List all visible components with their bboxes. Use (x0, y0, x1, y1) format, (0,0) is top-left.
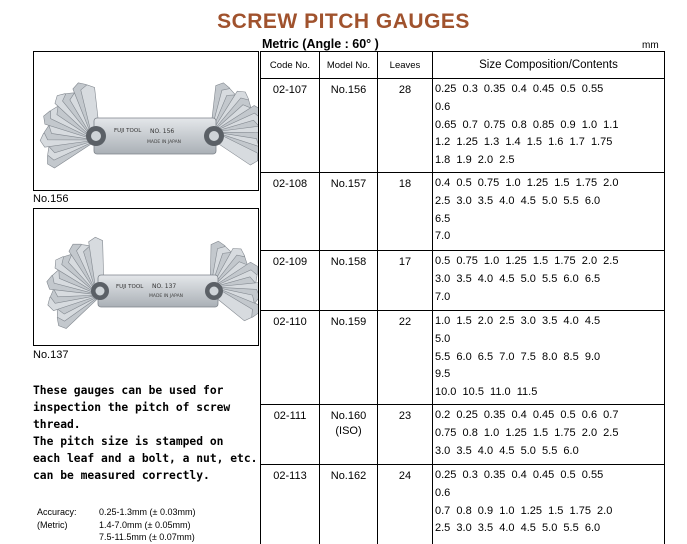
table-row (261, 173, 665, 251)
size-line: 5.5 6.0 6.5 7.0 7.5 8.0 8.5 9.0 (435, 350, 601, 363)
gauge-photo-156 (33, 51, 259, 191)
page-title: SCREW PITCH GAUGES (217, 10, 470, 33)
size-line: 1.0 1.5 2.0 2.5 3.0 3.5 4.0 4.5 (435, 315, 601, 327)
size-line: 5.0 (435, 332, 451, 345)
accuracy-line: 1.4-7.0mm (± 0.05mm) (99, 519, 191, 530)
cell-sizes (433, 311, 665, 405)
gauge-photo-137 (33, 208, 259, 346)
cell-leaves: 22 (378, 311, 433, 405)
label-made: MADE IN JAPAN (147, 140, 182, 145)
size-line: 10.0 10.5 11.0 11.5 (435, 386, 538, 399)
size-line: 2.5 3.0 3.5 4.0 4.5 5.0 5.5 6.0 (435, 194, 601, 207)
label-no: NO. 156 (150, 128, 175, 135)
size-line: 7.0 (435, 290, 451, 303)
cell-sizes (433, 173, 665, 251)
description-line: each leaf and a bolt, a nut, etc. (33, 452, 258, 466)
metric-angle-subtitle: Metric (Angle : 60° ) (262, 37, 379, 51)
size-line: 0.25 0.3 0.35 0.4 0.45 0.5 0.55 (435, 83, 604, 95)
table-row (261, 311, 665, 405)
size-line: 1.8 1.9 2.0 2.5 (435, 154, 515, 167)
description (33, 382, 258, 485)
table-row (261, 79, 665, 173)
table-row (261, 465, 665, 544)
size-line: 0.6 (435, 100, 451, 113)
size-line: 3.0 3.5 4.0 4.5 5.0 5.5 6.0 (435, 444, 579, 457)
header-code: Code No. (261, 52, 320, 79)
size-line: 2.5 3.0 3.5 4.0 4.5 5.0 5.5 6.0 (435, 522, 601, 535)
size-line: 0.25 0.3 0.35 0.4 0.45 0.5 0.55 (435, 469, 604, 481)
spec-table (260, 51, 665, 544)
cell-code: 02-108 (261, 173, 320, 251)
size-line: 0.5 0.75 1.0 1.25 1.5 1.75 2.0 2.5 (435, 255, 619, 267)
description-line: The pitch size is stamped on (33, 435, 224, 449)
label-made: MADE IN JAPAN (149, 294, 184, 299)
size-line: 0.75 0.8 1.0 1.25 1.5 1.75 2.0 2.5 (435, 426, 619, 439)
size-line: 1.2 1.25 1.3 1.4 1.5 1.6 1.7 1.75 (435, 136, 613, 149)
cell-code: 02-111 (261, 405, 320, 465)
description-line: can be measured correctly. (33, 469, 210, 483)
accuracy-label-block (37, 506, 77, 531)
size-line: 3.0 3.5 4.0 4.5 5.0 5.5 6.0 6.5 (435, 272, 601, 285)
cell-model (320, 465, 378, 544)
header-leaves: Leaves (378, 52, 433, 79)
description-line: These gauges can be used for (33, 384, 224, 397)
cell-code: 02-113 (261, 465, 320, 544)
photo-caption-137: No.137 (33, 349, 69, 361)
cell-leaves: 24 (378, 465, 433, 544)
size-line: 9.5 (435, 368, 451, 381)
cell-leaves: 18 (378, 173, 433, 251)
description-line: inspection the pitch of screw (33, 401, 231, 415)
description-line: thread. (33, 418, 81, 432)
header-model: Model No. (320, 52, 378, 79)
size-line: 0.4 0.5 0.75 1.0 1.25 1.5 1.75 2.0 (435, 177, 619, 189)
model-sub: (ISO) (335, 425, 362, 437)
cell-model (320, 79, 378, 173)
size-line: 0.6 (435, 486, 451, 499)
size-line: 6.5 (435, 212, 451, 225)
accuracy-line: 7.5-11.5mm (± 0.07mm) (99, 532, 195, 542)
model-number: No.159 (330, 316, 367, 328)
cell-model (320, 405, 378, 465)
model-number: No.156 (330, 84, 367, 96)
cell-model (320, 173, 378, 251)
cell-leaves: 23 (378, 405, 433, 465)
cell-sizes (433, 405, 665, 465)
cell-sizes (433, 251, 665, 311)
label-no: NO. 137 (152, 283, 177, 290)
model-number: No.158 (330, 256, 367, 268)
size-line: 0.7 0.8 0.9 1.0 1.25 1.5 1.75 2.0 (435, 504, 613, 517)
model-number: No.160 (330, 410, 367, 422)
cell-code: 02-109 (261, 251, 320, 311)
accuracy-label: Accuracy: (37, 507, 77, 517)
cell-sizes (433, 79, 665, 173)
accuracy-line: 0.25-1.3mm (± 0.03mm) (99, 507, 196, 517)
brand-text: FUJI TOOL (114, 128, 142, 134)
model-number: No.162 (330, 470, 367, 482)
header-sizes: Size Composition/Contents (433, 52, 665, 79)
table-row (261, 251, 665, 311)
cell-leaves: 17 (378, 251, 433, 311)
accuracy-values (99, 506, 195, 544)
model-number: No.157 (330, 178, 367, 190)
size-line: 0.2 0.25 0.35 0.4 0.45 0.5 0.6 0.7 (435, 409, 619, 421)
cell-code: 02-110 (261, 311, 320, 405)
size-line: 7.0 (435, 230, 451, 243)
brand-text: FUJI TOOL (116, 284, 144, 290)
unit-label: mm (642, 40, 659, 51)
photo-caption-156: No.156 (33, 193, 69, 205)
cell-leaves: 28 (378, 79, 433, 173)
cell-code: 02-107 (261, 79, 320, 173)
cell-model (320, 311, 378, 405)
cell-model (320, 251, 378, 311)
table-header-row (261, 52, 665, 79)
gauge-137-image (34, 209, 258, 345)
gauge-156-image (34, 52, 258, 190)
size-line: 0.65 0.7 0.75 0.8 0.85 0.9 1.0 1.1 (435, 118, 619, 131)
accuracy-sublabel: (Metric) (37, 519, 68, 530)
cell-sizes (433, 465, 665, 544)
table-row (261, 405, 665, 465)
